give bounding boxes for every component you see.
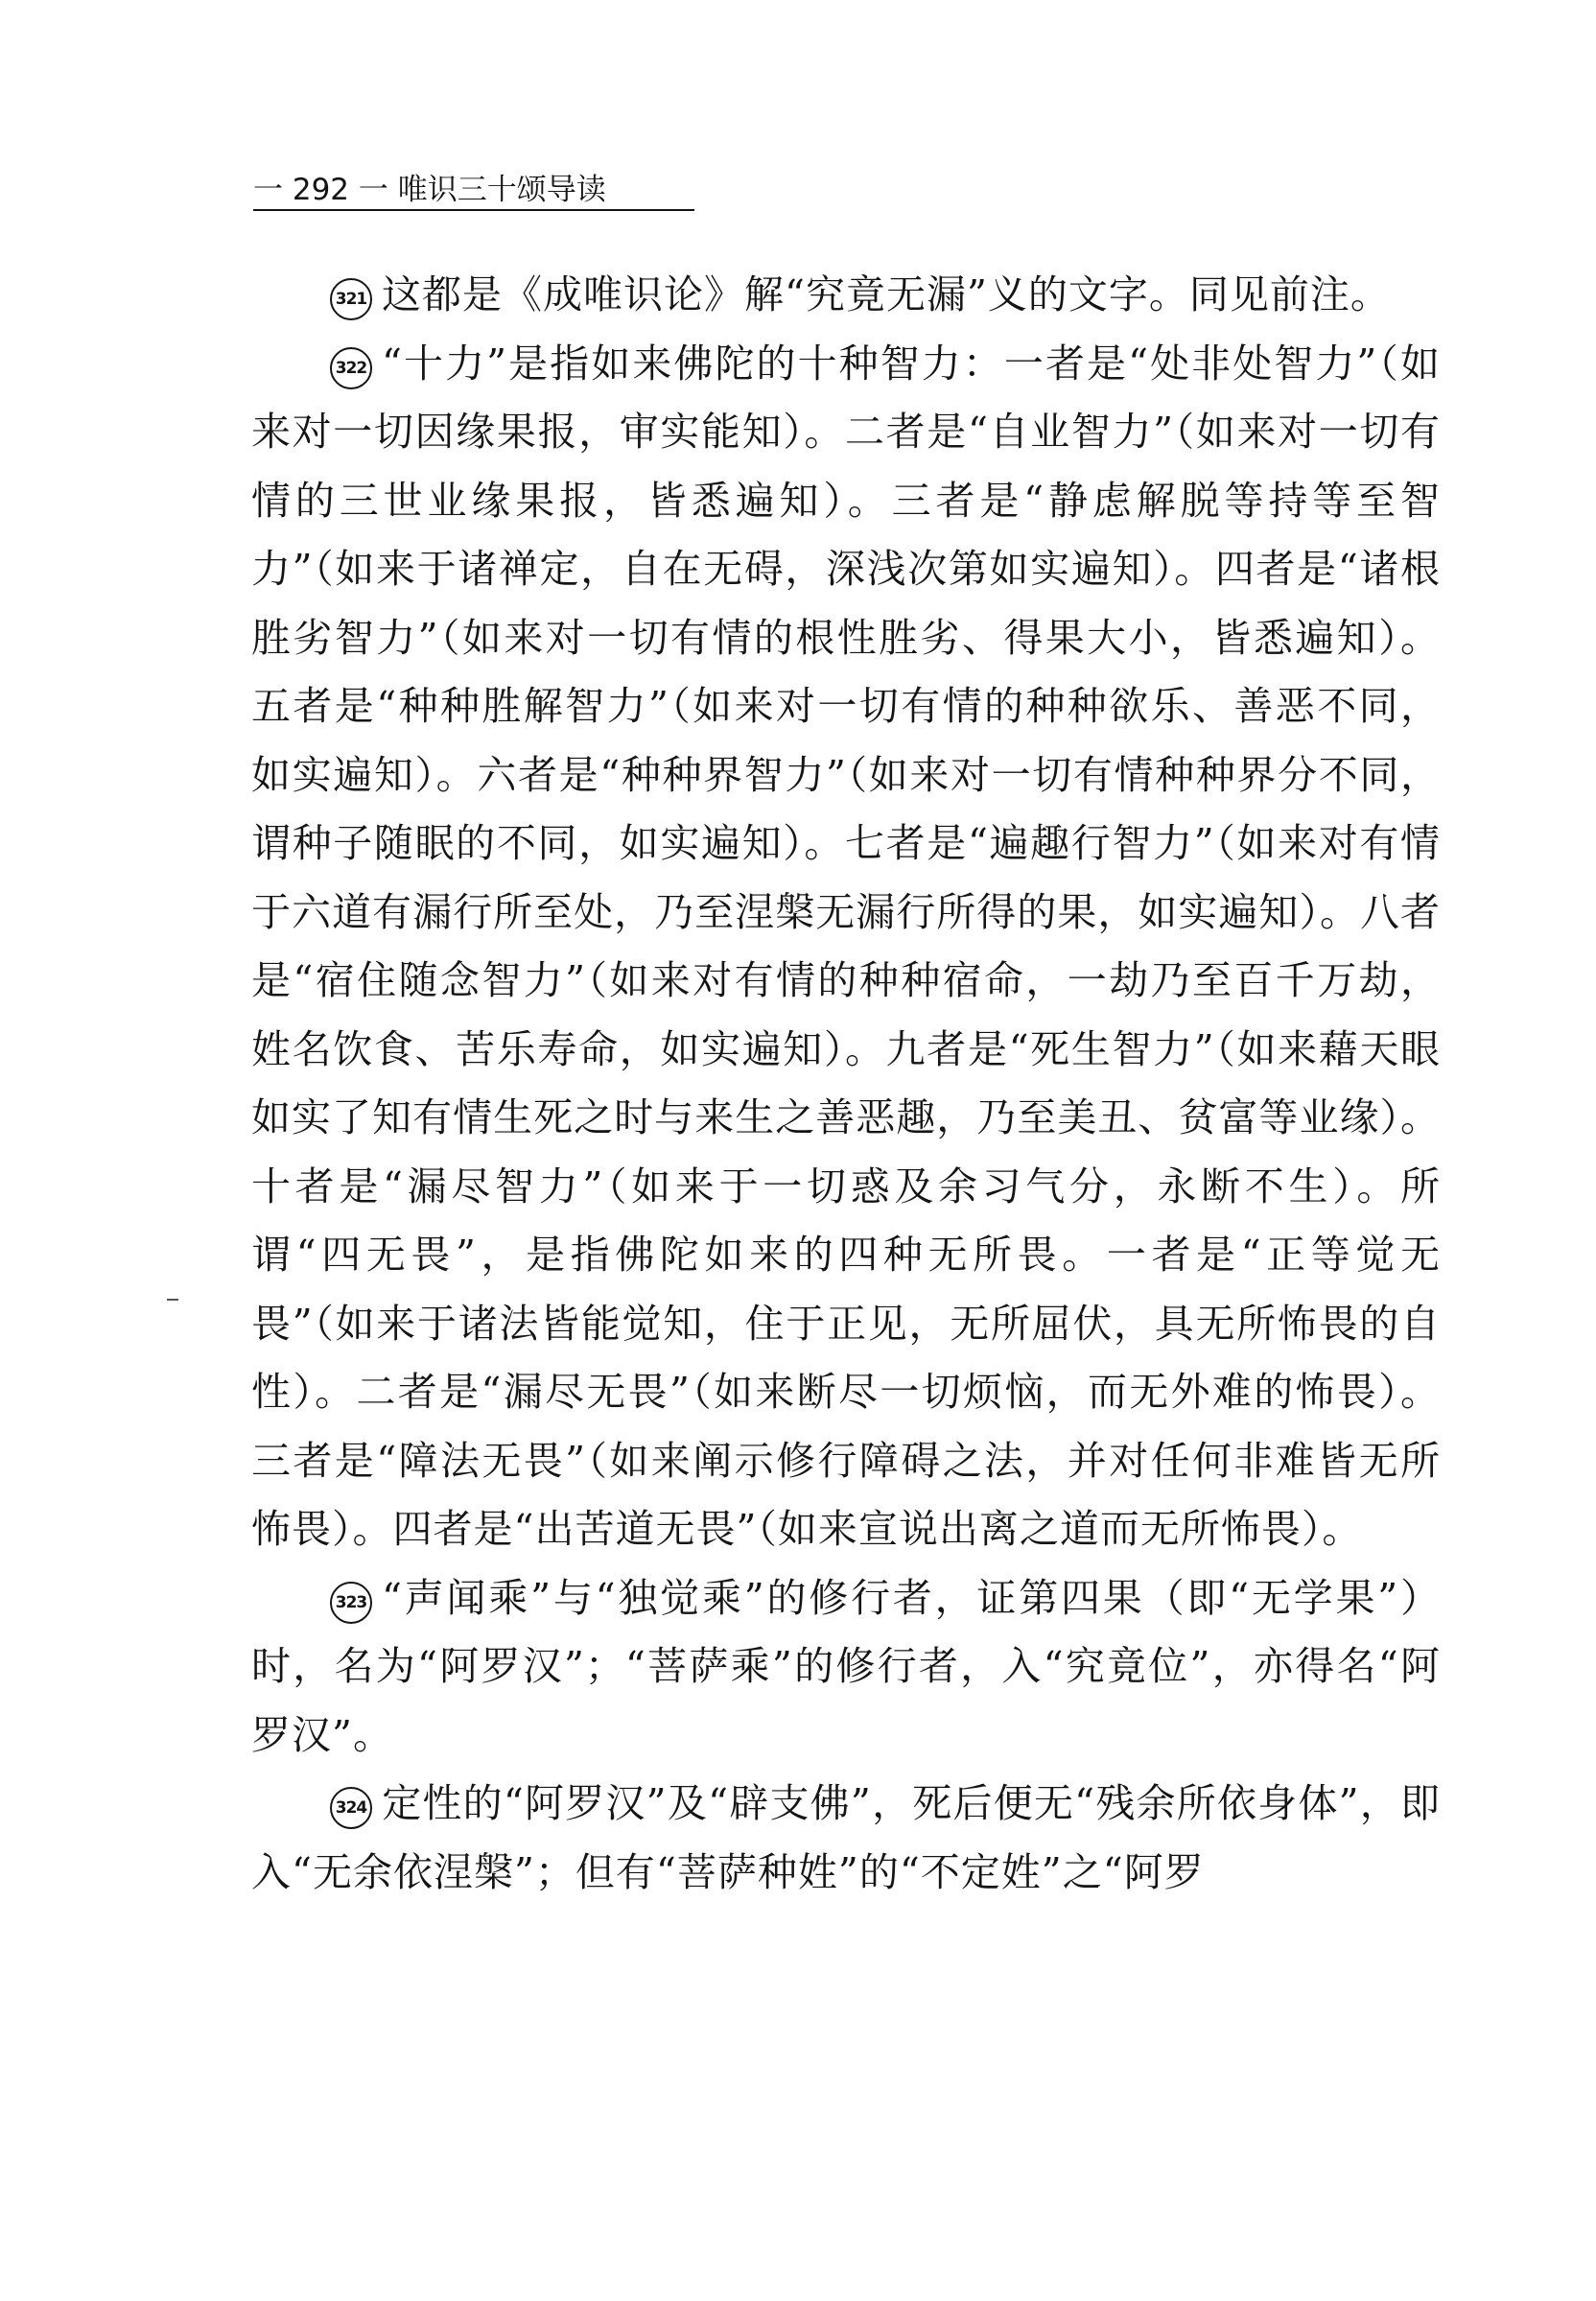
header-rule — [253, 209, 694, 211]
footnote-text: “十力”是指如来佛陀的十种智力：一者是“处非处智力”（如来对一切因缘果报，审实能知）。二者是“自业智力”（如来对一切有情的三世业缘果报，皆悉遍知）。三者是“静虑解脱等持等至智力”（如来于诸禅定，自在无碍，深浅次第如实遍知）。四者是“诸根胜劣智力”（如来对一切有情的根性胜劣、得果大小，皆悉遍知）。五者是“种种胜解智力”（如来对一切有情的种种欲乐、善恶不同，如实遍知）。六者是“种种界智力”（如来对一切有情种种界分不同，谓种子随眠的不同，如实遍知）。七者是“遍趣行智力”（如来对有情于六道有漏行所至处，乃至涅槃无漏行所得的果，如实遍知）。八者是“宿住随念智力”（如来对有情的种种宿命，一劫乃至百千万劫，姓名饮食、苦乐寿命，如实遍知）。九者是“死生智力”（如来藉天眼如实了知有情生死之时与来生之善恶趣，乃至美丑、贫富等业缘）。十者是“漏尽智力”（如来于一切惑及余习气分，永断不生）。所谓“四无畏”，是指佛陀如来的四种无所畏。一者是“正等觉无畏”（如来于诸法皆能觉知，住于正见，无所屈伏，具无所怖畏的自性）。二者是“漏尽无畏”（如来断尽一切烦恼，而无外难的怖畏）。三者是“障法无畏”（如来阐示修行障碍之法，并对任何非难皆无所怖畏）。四者是“出苦道无畏”（如来宣说出离之道而无所怖畏）。 — [251, 340, 1441, 1552]
footnote-321 — [251, 261, 1441, 330]
margin-mark — [167, 1299, 178, 1301]
notes-body — [251, 261, 1441, 1907]
footnote-323 — [251, 1564, 1441, 1771]
footnote-322 — [251, 330, 1441, 1564]
footnote-number: 323 — [330, 1582, 372, 1624]
footnote-text: 定性的“阿罗汉”及“辟支佛”，死后便无“残余所依身体”，即入“无余依涅槃”；但有“菩萨种姓”的“不定姓”之“阿罗 — [251, 1780, 1441, 1895]
running-head: 一 292 一 唯识三十颂导读 — [253, 173, 606, 207]
footnote-number: 321 — [330, 278, 372, 320]
footnote-text: 这都是《成唯识论》解“究竟无漏”义的文字。同见前注。 — [382, 271, 1391, 317]
footnote-text: “声闻乘”与“独觉乘”的修行者，证第四果（即“无学果”）时，名为“阿罗汉”；“菩萨乘”的修行者，入“究竟位”，亦得名“阿罗汉”。 — [251, 1574, 1441, 1758]
footnote-324 — [251, 1770, 1441, 1907]
footnote-number: 322 — [330, 347, 372, 389]
footnote-number: 324 — [330, 1787, 372, 1829]
